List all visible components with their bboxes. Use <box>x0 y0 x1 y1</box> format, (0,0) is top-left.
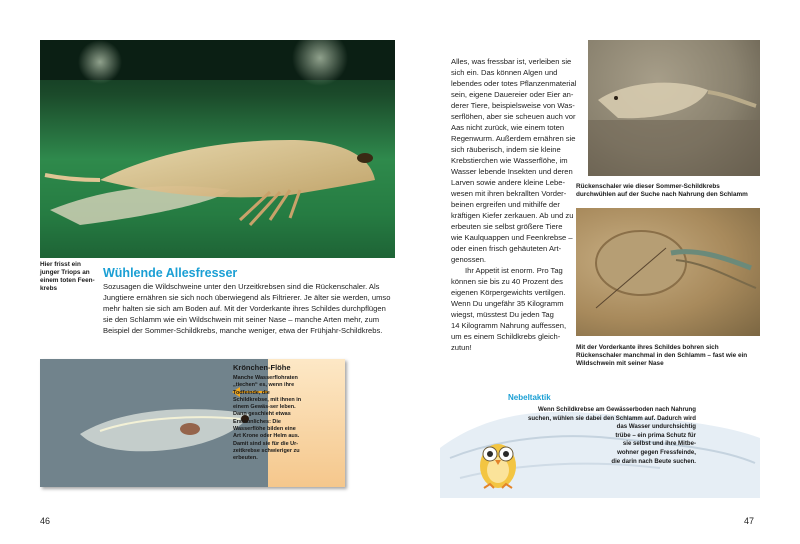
text-line: wie Kaulquappen und Feenkrebse – <box>451 233 573 242</box>
page-number-left: 46 <box>40 516 51 526</box>
text-line: sich räuberisch, indem sie kleine <box>451 145 561 154</box>
text-line: kräftigen Kiefer zerkauen. Ab und zu <box>451 211 574 220</box>
text-line: lebendes oder totes Pflanzenmaterial <box>451 79 577 88</box>
body-paragraph-right <box>451 56 579 353</box>
text-line: Larven sowie andere kleine Lebe- <box>451 178 565 187</box>
page-number-right: 47 <box>744 516 755 526</box>
text-line: sein, eigene Dauereier oder Eier an- <box>451 90 574 99</box>
text-line: Wasser lebende Insekten und deren <box>451 167 573 176</box>
text-line: Alles, was fressbar ist, verleiben sie <box>451 57 572 66</box>
text-line: wiegst, müsstest Du jeden Tag <box>451 310 554 319</box>
text-line: die darin nach Beute suchen. <box>611 457 696 465</box>
shrimp-burrow-photo <box>576 208 760 336</box>
text-line: derer Tiere, beispielsweise von Was- <box>451 101 575 110</box>
caption-bottom-right: Mit der Vorderkante ihres Schildes bohren sich Rückenschaler manchmal in den Schlamm – fast wie ein Wildschwein mit seiner Nase <box>576 344 748 367</box>
triops-photo <box>40 40 395 258</box>
text-line: sich ein. Das können Algen und <box>451 68 558 77</box>
nebel-text <box>500 406 696 466</box>
section-heading: Wühlende Allesfresser <box>103 266 238 280</box>
body-paragraph: Sozusagen die Wildschweine unter den Urzeitkrebsen sind die Rückenschaler. Als Jungtiere ernähren sie sich noch überwiegend als Filtrierer. Je älter sie werden, umso mehr halten sie sich am Boden auf. Mit der Vorderkante ihres Schildes durchpflügen sie den Schlamm wie ein Wildschwein mit seiner Nase – manche Arten mehr, zum Beispiel der Sommer-Schildkrebs, manche weniger, etwa der Frühjahr-Schildkrebs. <box>103 282 391 335</box>
text-line: erbeuten sie selbst größere Tiere <box>451 222 563 231</box>
text-line: trübe – ein prima Schutz für <box>615 431 696 439</box>
text-line: eigenen Körpergewichts vertilgen. <box>451 288 566 297</box>
shrimp-mud-photo <box>588 40 760 176</box>
text-line: das Wasser undurchsichtig <box>616 423 696 431</box>
text-line: zutun! <box>451 343 472 352</box>
info-box-title: Krönchen-Flöhe <box>233 363 291 372</box>
text-line: beinen ergreifen und mithilfe der <box>451 200 560 209</box>
caption-top-right: Rückenschaler wie dieser Sommer-Schildkrebs durchwühlen auf der Suche nach Nahrung den Schlamm <box>576 183 748 198</box>
text-line: Krebstierchen wie Wasserflöhe, im <box>451 156 568 165</box>
text-line: Wenn Du ungefähr 35 Kilogramm <box>451 299 564 308</box>
text-line: Wenn Schildkrebse am Gewässerboden nach Nahrung <box>537 406 696 413</box>
text-line: genossen. <box>451 255 487 264</box>
caption-main: Hier frisst ein junger Triops an einem toten Feen-krebs <box>40 261 95 292</box>
text-line: Regenwurm. Außerdem ernähren sie <box>451 134 576 143</box>
text-line: sie selbst und ihre Mitbe- <box>622 440 696 448</box>
text-line: wohner gegen Fressfeinde, <box>617 448 696 456</box>
nebel-title: Nebeltaktik <box>508 393 551 402</box>
text-line: serflöhen, aber sie scheuen auch vor <box>451 112 576 121</box>
text-line: Aas nicht zurück, wie einem toten <box>451 123 565 132</box>
text-line: wesen mit ihren bekrallten Vorder- <box>451 189 567 198</box>
text-line: suchen, wühlen sie dabei den Schlamm auf. Dadurch wird <box>528 414 696 422</box>
info-box-text: Manche Wasserflohraten „tiechen“ es, wenn ihre Todfeinde, die Schildkrebse, mit ihnen in einem Gewäs-ser leben. Dann geschieht etwas Erstaunliches: Die Wasserflöhe bilden eine Art Krone oder Helm aus. Damit sind sie für die Ur-zeitkrebse schwieriger zu erbeuten. <box>233 375 302 462</box>
text-line: oder einen frisch gehäuteten Art- <box>451 244 562 253</box>
text-line: Ihr Appetit ist enorm. Pro Tag <box>465 266 563 275</box>
text-line: 14 Kilogramm Nahrung auffessen, <box>451 321 567 330</box>
text-line: können sie bis zu 40 Prozent des <box>451 277 563 286</box>
text-line: um es einem Schildkrebs gleich- <box>451 332 561 341</box>
